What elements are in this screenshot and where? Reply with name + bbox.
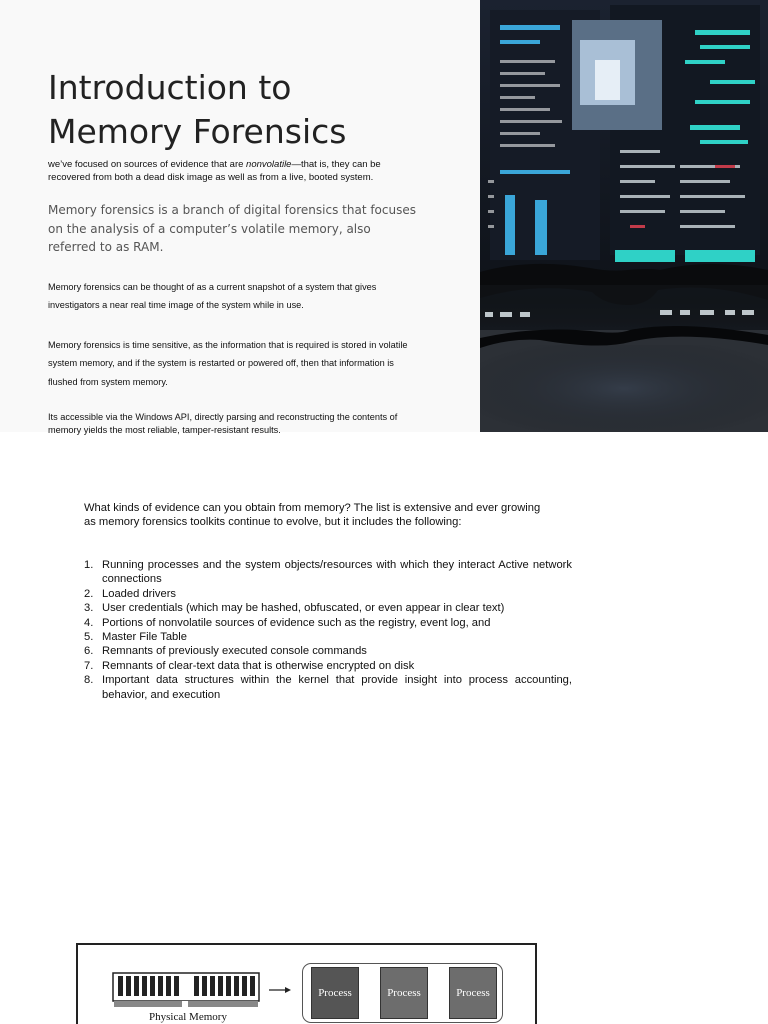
ram-module-icon <box>112 972 260 1010</box>
list-text: User credentials (which may be hashed, obfuscated, or even appear in clear text) <box>102 602 505 615</box>
list-number: 2. <box>84 587 94 600</box>
physical-memory-label: Physical Memory <box>149 1011 227 1023</box>
intro-paragraph <box>48 158 398 184</box>
list-item <box>84 644 572 658</box>
slide-text <box>48 66 423 436</box>
list-item <box>84 616 572 630</box>
intro-slide <box>0 0 768 435</box>
slide-title <box>48 66 423 154</box>
list-number: 6. <box>84 645 94 658</box>
title-line-2: Memory Forensics <box>48 112 347 151</box>
list-number: 8. <box>84 674 94 687</box>
evidence-list <box>84 558 572 702</box>
intro-emphasis: nonvolatile <box>246 159 292 170</box>
list-item <box>84 659 572 673</box>
list-text: Running processes and the system objects/resources with which they interact Active network connections <box>102 559 572 586</box>
list-number: 3. <box>84 602 94 615</box>
list-number: 5. <box>84 631 94 644</box>
list-number: 4. <box>84 616 94 629</box>
time-sensitive-paragraph: Memory forensics is time sensitive, as the information that is required is stored in volatile system memory, and if the system is restarted or powered off, then that information is flushed from system memory. <box>48 339 408 387</box>
list-item <box>84 673 572 702</box>
title-line-1: Introduction to <box>48 68 292 107</box>
list-item <box>84 558 572 587</box>
intro-text-after: —that is, they can be recovered from both a dead disk image as well as from a live, booted system. <box>48 159 381 183</box>
lead-paragraph: Memory forensics is a branch of digital forensics that focuses on the analysis of a computer’s volatile memory, also referred to as RAM. <box>48 203 416 254</box>
snapshot-paragraph: Memory forensics can be thought of as a current snapshot of a system that gives investigators a near real time image of the system while in use. <box>48 281 377 310</box>
code-screen-image <box>480 0 768 432</box>
list-text: Master File Table <box>102 631 187 644</box>
list-text: Portions of nonvolatile sources of evidence such as the registry, event log, and <box>102 616 491 629</box>
list-text: Important data structures within the kernel that provide insight into process accounting, behavior, and execution <box>102 674 572 701</box>
windows-api-paragraph: Its accessible via the Windows API, directly parsing and reconstructing the contents of memory yields the most reliable, tamper-resistant results. <box>48 412 398 435</box>
process-box: Process <box>380 967 428 1019</box>
code-screen-photo <box>480 0 768 432</box>
memory-process-diagram <box>76 943 537 1024</box>
process-box: Process <box>311 967 359 1019</box>
list-item <box>84 601 572 615</box>
list-text: Remnants of previously executed console commands <box>102 645 367 658</box>
arrow-right-icon <box>269 985 291 995</box>
intro-text-before: we’ve focused on sources of evidence that are <box>48 159 247 170</box>
list-item <box>84 630 572 644</box>
process-group <box>302 963 503 1023</box>
list-number: 1. <box>84 559 94 571</box>
list-text: Remnants of clear-text data that is otherwise encrypted on disk <box>102 659 415 672</box>
list-number: 7. <box>84 659 94 672</box>
process-box: Process <box>449 967 497 1019</box>
list-text: Loaded drivers <box>102 587 177 600</box>
evidence-question: What kinds of evidence can you obtain from memory? The list is extensive and ever growing as memory forensics toolkits continue to evolve, but it includes the following: <box>84 502 541 528</box>
list-item <box>84 587 572 601</box>
